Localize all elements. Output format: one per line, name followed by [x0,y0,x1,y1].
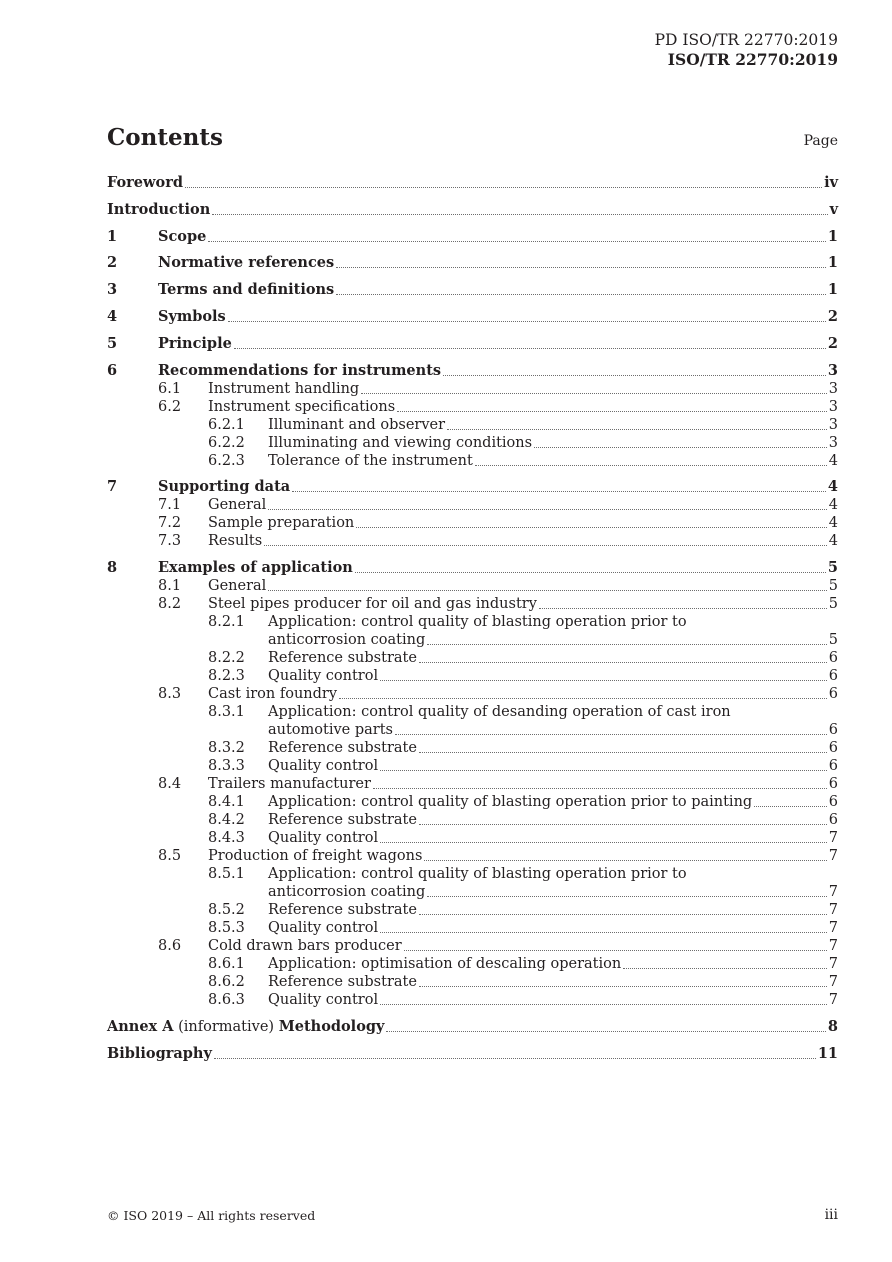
toc-page: 11 [817,1044,838,1062]
toc-title: Instrument specifications [208,398,396,415]
toc-title: Results [208,533,263,550]
toc-title: Examples of application [158,559,353,577]
toc-number: 8.5.2 [208,902,245,919]
toc-title: Foreword [107,174,183,191]
toc-entry-recommendations-for-instruments[interactable] [107,362,838,380]
toc-title-line2: automotive parts [268,722,393,739]
dot-leader [355,572,826,573]
toc-page: 5 [828,632,838,649]
toc-page: 8 [827,1017,838,1035]
toc-number: 8.5 [158,848,182,865]
dot-leader [427,644,827,645]
dot-leader [534,447,827,448]
toc-number: 6.1 [158,380,182,397]
toc-entry-steel-pipes-producer[interactable] [107,595,838,613]
toc-title: Quality control [268,830,379,847]
dot-leader [754,806,827,807]
table-of-contents [107,174,838,1063]
toc-entry-quality-control-8-6-3[interactable] [107,991,838,1009]
dot-leader [339,698,827,699]
toc-title: Quality control [268,992,379,1009]
toc-page: 3 [828,434,838,451]
toc-title: Scope [158,227,207,245]
toc-title-line1: Application: control quality of desanding operation of cast iron [268,704,731,721]
toc-page: 6 [828,722,838,739]
toc-title: Supporting data [158,478,291,496]
toc-entry-instrument-handling[interactable] [107,380,838,398]
toc-title: Production of freight wagons [208,848,423,865]
toc-number: 1 [107,227,118,245]
toc-entry-results[interactable] [107,532,838,550]
toc-entry-general-8-1[interactable] [107,577,838,595]
toc-number: 8.6.2 [208,974,245,991]
dot-leader [397,411,827,412]
dot-leader [404,950,827,951]
toc-number: 7.1 [158,497,182,514]
dot-leader [380,770,827,771]
toc-page: 1 [827,254,838,272]
toc-entry-application-8-2-1[interactable] [107,613,838,649]
toc-entry-reference-substrate-8-5-2[interactable] [107,901,838,919]
toc-entry-quality-control-8-3-3[interactable] [107,757,838,775]
toc-number: 8.2.1 [208,614,245,631]
toc-entry-scope[interactable] [107,228,838,246]
toc-title: Terms and definitions [158,281,335,299]
contents-title: Contents [107,124,223,151]
dot-leader [419,662,827,663]
toc-entry-bibliography[interactable] [107,1045,838,1063]
toc-page: 7 [828,884,838,901]
toc-number: 8.2.3 [208,668,245,685]
toc-page: v [829,200,838,218]
toc-entry-application-8-4-1[interactable] [107,793,838,811]
toc-entry-application-8-5-1[interactable] [107,865,838,901]
toc-number: 2 [107,254,118,272]
toc-entry-general-7-1[interactable] [107,496,838,514]
toc-number: 6.2.1 [208,416,245,433]
toc-page: 6 [828,650,838,667]
toc-page: 7 [828,902,838,919]
toc-page: 6 [828,740,838,757]
dot-leader [539,608,827,609]
document-header [655,30,838,70]
toc-title: Bibliography [107,1044,212,1062]
toc-number: 8.6 [158,938,182,955]
dot-leader [336,294,826,295]
toc-number: 5 [107,334,118,352]
toc-entry-reference-substrate-8-6-2[interactable] [107,973,838,991]
toc-page: 6 [828,758,838,775]
toc-page: 6 [828,686,838,703]
dot-leader [292,491,826,492]
toc-entry-cold-drawn-bars-producer[interactable] [107,937,838,955]
toc-page: 7 [828,992,838,1009]
header-pd-reference: PD ISO/TR 22770:2019 [654,31,838,49]
dot-leader [264,545,827,546]
toc-title: Illuminant and observer [268,416,446,433]
dot-leader [427,896,827,897]
dot-leader [208,241,826,242]
toc-entry-reference-substrate-8-2-2[interactable] [107,649,838,667]
toc-title-line1: Application: control quality of blasting operation prior to [268,866,687,883]
toc-number: 6 [107,361,118,379]
toc-entry-annex-a[interactable] [107,1018,838,1036]
toc-number: 8.5.3 [208,920,245,937]
toc-page: 2 [827,307,838,325]
dot-leader [380,680,827,681]
toc-number: 8.6.3 [208,992,245,1009]
toc-entry-examples-of-application[interactable] [107,559,838,577]
toc-number: 8.2 [158,596,182,613]
toc-number: 7 [107,478,118,496]
toc-title: Reference substrate [268,902,417,919]
toc-title: Instrument handling [208,380,360,397]
toc-title: Reference substrate [268,650,417,667]
toc-title: Reference substrate [268,740,417,757]
toc-entry-supporting-data[interactable] [107,478,838,496]
toc-entry-symbols[interactable] [107,308,838,326]
toc-title: Quality control [268,668,379,685]
toc-entry-quality-control-8-5-3[interactable] [107,919,838,937]
toc-entry-illuminant-and-observer[interactable] [107,416,838,434]
toc-page: 5 [828,578,838,595]
toc-title: Sample preparation [208,515,355,532]
toc-title: General [208,578,267,595]
toc-entry-application-8-6-1[interactable] [107,955,838,973]
dot-leader [361,393,827,394]
toc-page: 7 [828,920,838,937]
dot-leader [386,1031,825,1032]
toc-page: 7 [828,848,838,865]
toc-title: Symbols [158,307,226,325]
toc-page: 7 [828,938,838,955]
toc-page: 3 [828,416,838,433]
toc-number: 7.2 [158,515,182,532]
toc-page: 1 [827,227,838,245]
toc-title: Introduction [107,200,211,218]
toc-page: 7 [828,956,838,973]
toc-page: 5 [828,596,838,613]
dot-leader [356,527,826,528]
toc-entry-quality-control-8-2-3[interactable] [107,667,838,685]
dot-leader [234,348,826,349]
dot-leader [380,842,827,843]
toc-title-line2: anticorrosion coating [268,884,426,901]
toc-page: 4 [828,515,838,532]
page-number: iii [824,1207,838,1223]
toc-number: 8.3.2 [208,740,245,757]
toc-page: 7 [828,974,838,991]
toc-page: 3 [828,380,838,397]
toc-page: 6 [828,776,838,793]
toc-entry-foreword[interactable] [107,174,838,192]
dot-leader [419,752,827,753]
dot-leader [380,932,827,933]
dot-leader [214,1058,816,1059]
toc-entry-production-of-freight-wagons[interactable] [107,847,838,865]
toc-page: 3 [827,361,838,379]
toc-title: Tolerance of the instrument [268,452,473,469]
dot-leader [268,590,826,591]
toc-title: Steel pipes producer for oil and gas industry [208,596,537,613]
annex-title: Methodology [278,1017,385,1035]
toc-page: 3 [828,398,838,415]
toc-title [107,1018,384,1036]
dot-leader [443,375,826,376]
toc-title: General [208,497,267,514]
toc-entry-terms-and-definitions[interactable] [107,281,838,299]
toc-title: Application: optimisation of descaling operation [268,956,622,973]
toc-page: 5 [827,559,838,577]
toc-page: 1 [827,281,838,299]
toc-entry-introduction[interactable] [107,201,838,219]
toc-number: 8.3 [158,686,182,703]
dot-leader [424,860,826,861]
dot-leader [380,1004,827,1005]
toc-number: 8.4.2 [208,812,245,829]
toc-entry-reference-substrate-8-3-2[interactable] [107,739,838,757]
toc-number: 8.4 [158,776,182,793]
toc-number: 8.5.1 [208,866,245,883]
toc-page: 6 [828,812,838,829]
annex-label: Annex A [107,1017,174,1035]
toc-entry-reference-substrate-8-4-2[interactable] [107,811,838,829]
copyright-notice: © ISO 2019 – All rights reserved [107,1208,316,1223]
toc-number: 8.6.1 [208,956,245,973]
toc-entry-application-8-3-1[interactable] [107,703,838,739]
toc-title: Cold drawn bars producer [208,938,402,955]
toc-entry-illuminating-and-viewing-conditions[interactable] [107,434,838,452]
toc-page: 6 [828,668,838,685]
page-column-label: Page [803,133,838,149]
dot-leader [475,465,827,466]
toc-title-line1: Application: control quality of blasting operation prior to [268,614,687,631]
toc-number: 7.3 [158,533,182,550]
dot-leader [419,824,827,825]
toc-title: Reference substrate [268,812,417,829]
dot-leader [268,509,826,510]
toc-page: iv [824,174,838,191]
toc-number: 8.3.1 [208,704,245,721]
toc-number: 6.2.3 [208,452,245,469]
toc-page: 4 [828,452,838,469]
toc-title: Quality control [268,758,379,775]
dot-leader [228,321,826,322]
toc-title: Principle [158,334,232,352]
dot-leader [395,734,827,735]
toc-number: 8 [107,559,118,577]
toc-entry-trailers-manufacturer[interactable] [107,775,838,793]
toc-title: Normative references [158,254,335,272]
toc-title: Illuminating and viewing conditions [268,434,533,451]
dot-leader [419,986,827,987]
toc-title: Application: control quality of blasting operation prior to painting [268,794,753,811]
toc-number: 8.2.2 [208,650,245,667]
toc-page: 6 [828,794,838,811]
toc-title-line2: anticorrosion coating [268,632,426,649]
toc-entry-normative-references[interactable] [107,254,838,272]
toc-entry-cast-iron-foundry[interactable] [107,685,838,703]
toc-number: 3 [107,281,118,299]
toc-number: 8.4.3 [208,830,245,847]
toc-entry-tolerance-of-the-instrument[interactable] [107,452,838,470]
toc-entry-sample-preparation[interactable] [107,514,838,532]
dot-leader [336,267,826,268]
toc-page: 4 [828,533,838,550]
toc-entry-instrument-specifications[interactable] [107,398,838,416]
toc-page: 7 [828,830,838,847]
toc-page: 4 [828,497,838,514]
toc-number: 8.3.3 [208,758,245,775]
dot-leader [623,968,827,969]
toc-number: 8.1 [158,578,182,595]
toc-number: 4 [107,307,118,325]
toc-title: Quality control [268,920,379,937]
toc-title: Trailers manufacturer [208,776,371,793]
toc-title: Cast iron foundry [208,686,338,703]
dot-leader [373,788,827,789]
header-iso-reference: ISO/TR 22770:2019 [667,50,838,69]
toc-title: Recommendations for instruments [158,361,442,379]
dot-leader [419,914,827,915]
toc-entry-quality-control-8-4-3[interactable] [107,829,838,847]
toc-number: 8.4.1 [208,794,245,811]
toc-number: 6.2 [158,398,182,415]
toc-entry-principle[interactable] [107,335,838,353]
toc-title: Reference substrate [268,974,417,991]
dot-leader [185,187,822,188]
toc-page: 2 [827,334,838,352]
toc-page: 4 [827,478,838,496]
dot-leader [212,214,827,215]
dot-leader [447,429,827,430]
toc-number: 6.2.2 [208,434,245,451]
annex-qualifier: (informative) [173,1018,279,1035]
